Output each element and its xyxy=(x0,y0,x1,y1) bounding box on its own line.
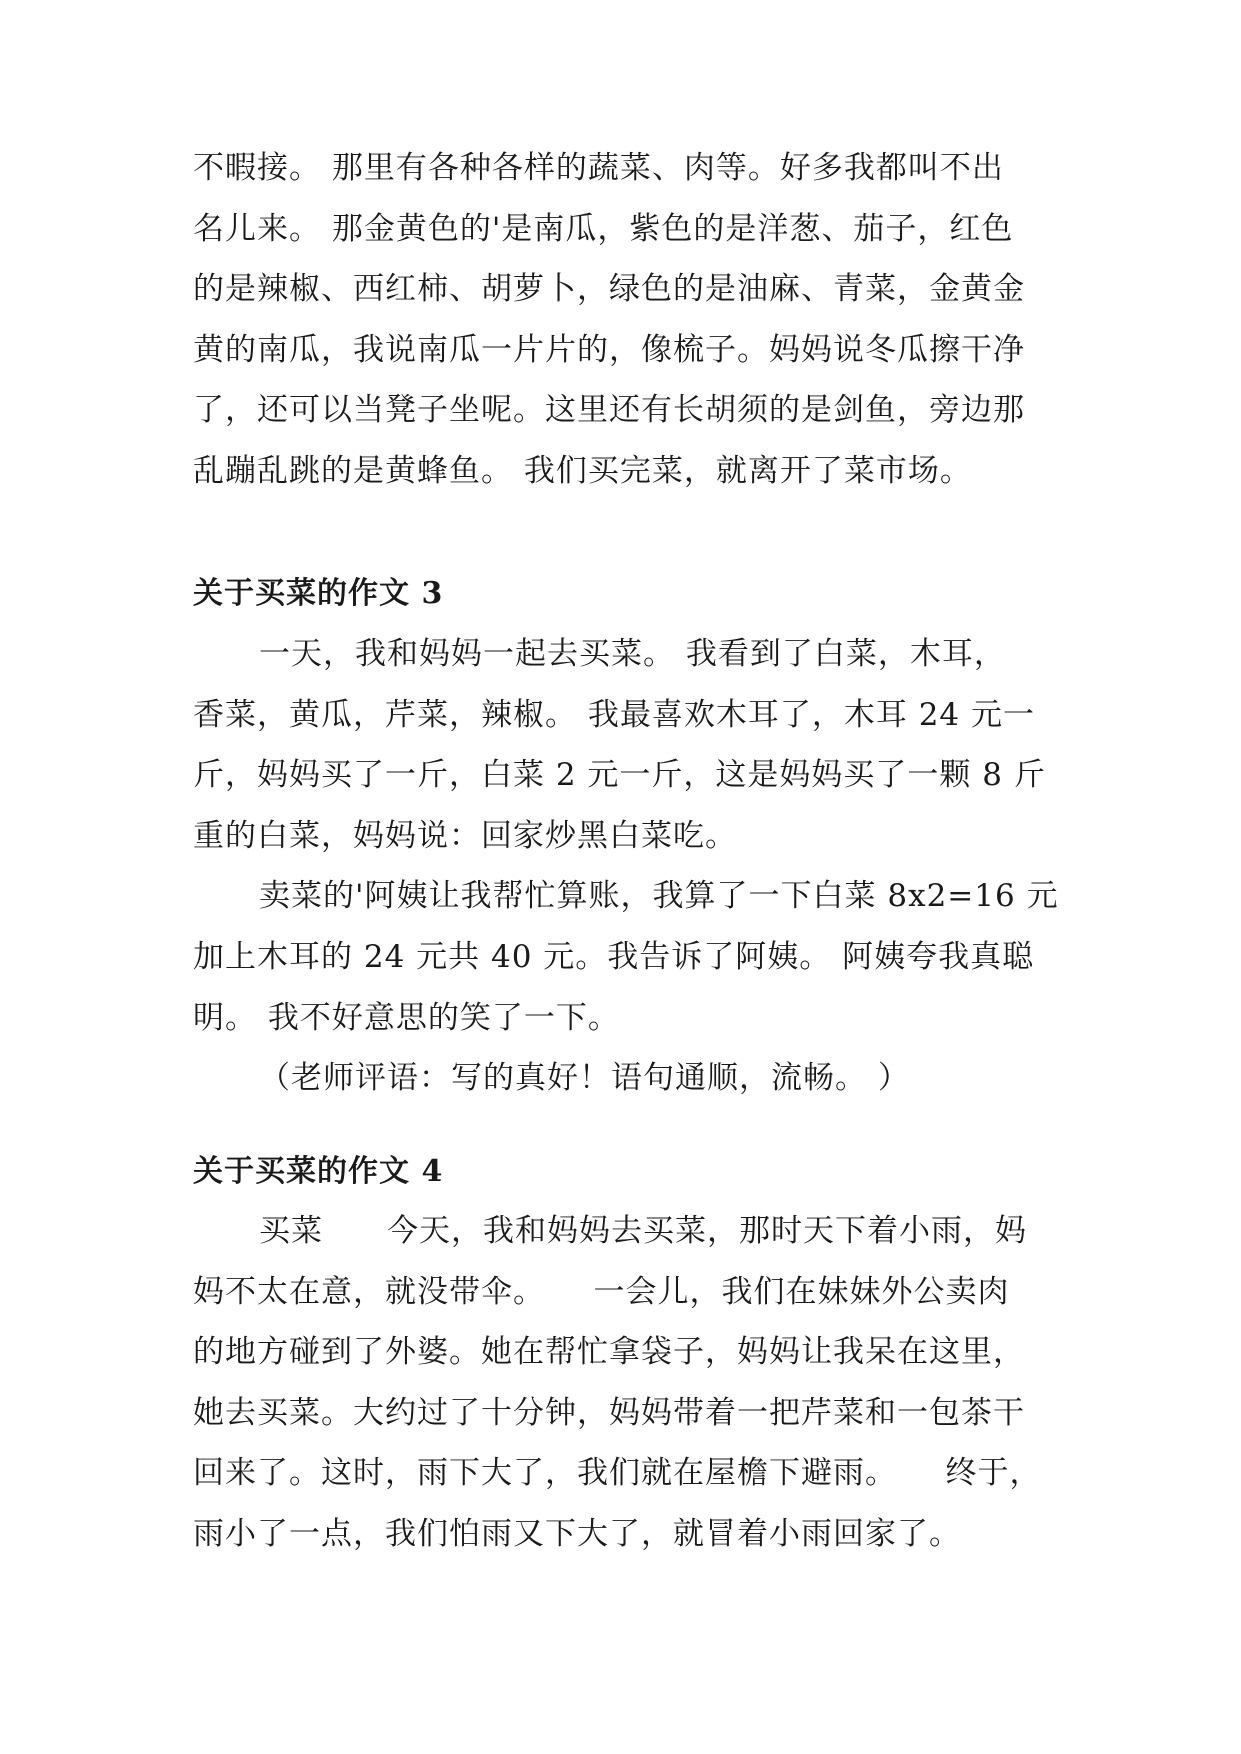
text-line: （老师评语：写的真好！语句通顺，流畅。 ） xyxy=(259,1060,910,1097)
text-line: 妈不太在意，就没带伞。 一会儿，我们在妹妹外公卖肉 xyxy=(193,1273,1010,1310)
text-line: 名儿来。 那金黄色的'是南瓜，紫色的是洋葱、茄子，红色 xyxy=(193,210,1014,247)
essay-4 xyxy=(193,1152,1053,1192)
text-line: 的是辣椒、西红柿、胡萝卜，绿色的是油麻、青菜，金黄金 xyxy=(193,271,1025,308)
text-line: 明。 我不好意思的笑了一下。 xyxy=(193,999,620,1036)
essay-3 xyxy=(193,574,1053,614)
essay-title: 关于买菜的作文 4 xyxy=(193,1154,444,1189)
text-line: 重的白菜，妈妈说：回家炒黑白菜吃。 xyxy=(193,817,737,854)
paragraph xyxy=(193,1201,1053,1565)
text-line: 卖菜的'阿姨让我帮忙算账，我算了一下白菜 8x2=16 元 xyxy=(259,878,1059,915)
paragraph xyxy=(193,138,1053,502)
teacher-comment xyxy=(193,1048,1053,1109)
essay-3-body xyxy=(193,624,1059,1109)
text-line: 香菜，黄瓜，芹菜，辣椒。 我最喜欢木耳了，木耳 24 元一 xyxy=(193,696,1036,733)
text-line: 回来了。这时，雨下大了，我们就在屋檐下避雨。 终于， xyxy=(193,1455,1042,1492)
text-line: 了，还可以当凳子坐呢。这里还有长胡须的是剑鱼，旁边那 xyxy=(193,392,1025,429)
essay-4-body xyxy=(193,1201,1053,1565)
text-line: 黄的南瓜，我说南瓜一片片的，像梳子。妈妈说冬瓜擦干净 xyxy=(193,331,1025,368)
paragraph xyxy=(193,866,1059,1048)
text-line: 她去买菜。大约过了十分钟，妈妈带着一把芹菜和一包茶干 xyxy=(193,1394,1025,1431)
text-line: 乱蹦乱跳的是黄蜂鱼。 我们买完菜，就离开了菜市场。 xyxy=(193,452,972,489)
paragraph xyxy=(193,624,1053,866)
intro-paragraph xyxy=(193,138,1053,502)
text-line: 买菜 今天，我和妈妈去买菜，那时天下着小雨，妈 xyxy=(259,1213,1027,1249)
text-line: 的地方碰到了外婆。她在帮忙拿袋子，妈妈让我呆在这里， xyxy=(193,1334,1025,1371)
text-line: 一天，我和妈妈一起去买菜。 我看到了白菜，木耳， xyxy=(259,636,1006,672)
essay-title: 关于买菜的作文 3 xyxy=(193,576,444,611)
text-line: 加上木耳的 24 元共 40 元。我告诉了阿姨。 阿姨夸我真聪 xyxy=(193,938,1035,975)
text-line: 不暇接。 那里有各种各样的蔬菜、肉等。好多我都叫不出 xyxy=(193,150,1004,186)
text-line: 斤，妈妈买了一斤，白菜 2 元一斤，这是妈妈买了一颗 8 斤 xyxy=(193,757,1046,794)
text-line: 雨小了一点，我们怕雨又下大了，就冒着小雨回家了。 xyxy=(193,1515,961,1552)
